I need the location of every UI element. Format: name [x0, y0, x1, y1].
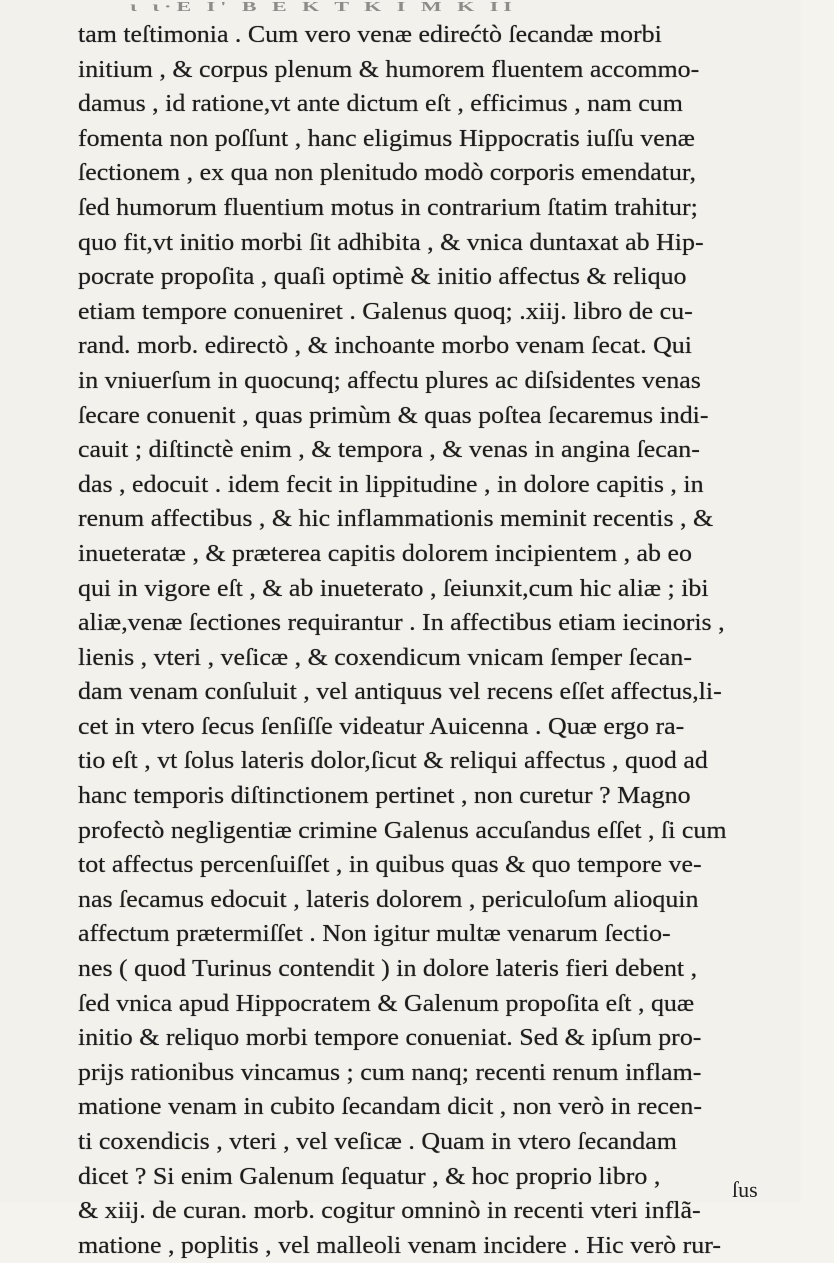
- text-line: in vniuerſum in quocunq; affectu plures ac diſsidentes venas: [78, 367, 701, 394]
- text-line: quo fit,vt initio morbi ſit adhibita , & vnica duntaxat ab Hip-: [78, 229, 704, 256]
- body-text: [78, 18, 778, 1263]
- text-line: cauit ; diſtinctè enim , & tempora , & venas in angina ſecan-: [78, 437, 700, 464]
- text-line: profectò negligentiæ crimine Galenus accuſandus eſſet , ſi cum: [78, 817, 727, 844]
- text-line: matione venam in cubito ſecandam dicit , non verò in recen-: [78, 1094, 703, 1121]
- text-line: nas ſecamus edocuit , lateris dolorem , periculoſum alioquin: [78, 886, 699, 913]
- catchword: ſus: [732, 1177, 758, 1202]
- text-line: aliæ,venæ ſectiones requirantur . In affectibus etiam iecinoris ,: [78, 610, 725, 637]
- text-line: qui in vigore eſt , & ab inueterato , ſeiunxit,cum hic aliæ ; ibi: [78, 575, 709, 602]
- text-line: inueteratæ , & præterea capitis dolorem incipientem , ab eo: [78, 540, 692, 567]
- text-line: cet in vtero ſecus ſenſiſſe videatur Auicenna . Quæ ergo ra-: [78, 713, 685, 740]
- text-line: rand. morb. edirectò , & inchoante morbo venam ſecat. Qui: [78, 333, 692, 360]
- text-line: tio eſt , vt ſolus lateris dolor,ſicut & reliqui affectus , quod ad: [78, 748, 708, 775]
- text-line: etiam tempore conueniret . Galenus quoq; .xiij. libro de cu-: [78, 298, 693, 325]
- text-line: dicet ? Si enim Galenum ſequatur , & hoc proprio libro ,: [78, 1163, 661, 1190]
- running-head: ι ι·Ε Ι' Β Ε Κ Τ Κ Ι Μ Κ ΙΙ: [130, 0, 517, 14]
- text-line: ti coxendicis , vteri , vel veſicæ . Quam in vtero ſecandam: [78, 1129, 677, 1155]
- text-line: tot affectus percenſuiſſet , in quibus quas & quo tempore ve-: [78, 852, 702, 879]
- text-line: matione , poplitis , vel malleoli venam incidere . Hic verò rur-: [78, 1232, 721, 1259]
- text-line: & xiij. de curan. morb. cogitur omninò in recenti vteri inflã-: [78, 1198, 701, 1225]
- text-line: pocrate propoſita , quaſi optimè & initio affectus & reliquo: [78, 264, 687, 291]
- text-line: hanc temporis diſtinctionem pertinet , non curetur ? Magno: [78, 783, 691, 810]
- text-line: dam venam conſuluit , vel antiquus vel recens eſſet affectus,li-: [78, 679, 722, 706]
- text-line: ſed vnica apud Hippocratem & Galenum propoſita eſt , quæ: [78, 990, 695, 1017]
- text-line: initio & reliquo morbi tempore conueniat. Sed & ipſum pro-: [78, 1025, 702, 1052]
- text-line: prijs rationibus vincamus ; cum nanq; recenti renum inflam-: [78, 1059, 702, 1086]
- text-line: initium , & corpus plenum & humorem fluentem accommo-: [78, 56, 700, 83]
- text-line: tam teſtimonia . Cum vero venæ edirećtò ſecandæ morbi: [78, 22, 662, 48]
- text-line: damus , id ratione,vt ante dictum eſt , efficimus , nam cum: [78, 91, 683, 118]
- text-line: das , edocuit . idem fecit in lippitudine , in dolore capitis , in: [78, 471, 704, 498]
- text-line: renum affectibus , & hic inflammationis meminit recentis , &: [78, 506, 714, 533]
- text-line: fomenta non poſſunt , hanc eligimus Hippocratis iuſſu venæ: [78, 125, 695, 152]
- text-line: ſecare conuenit , quas primùm & quas poſtea ſecaremus indi-: [78, 402, 709, 429]
- text-line: ſed humorum fluentium motus in contrarium ſtatim trahitur;: [78, 194, 698, 221]
- text-line: lienis , vteri , veſicæ , & coxendicum vnicam ſemper ſecan-: [78, 644, 692, 671]
- text-line: nes ( quod Turinus contendit ) in dolore lateris fieri debent ,: [78, 956, 698, 983]
- text-line: ſectionem , ex qua non plenitudo modò corporis emendatur,: [78, 160, 697, 187]
- text-line: affectum prætermiſſet . Non igitur multæ venarum ſectio-: [78, 921, 671, 948]
